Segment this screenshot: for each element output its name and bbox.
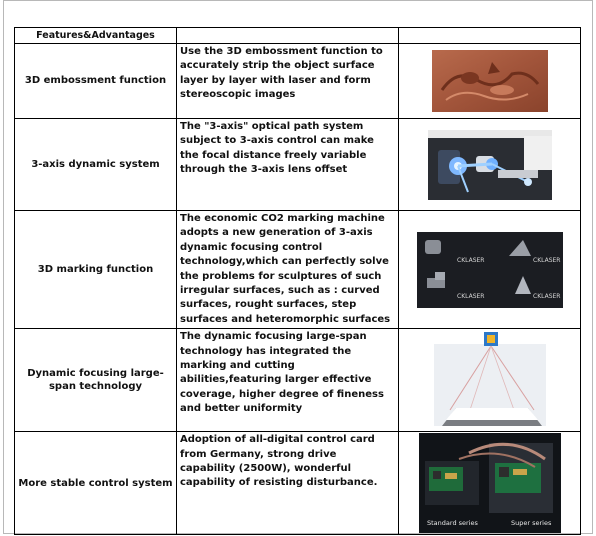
feature-image-cell (399, 432, 581, 535)
feature-image-cell (399, 119, 581, 211)
feature-description: Adoption of all-digital control card from Germany, strong drive capability (2500W), wonderful capability of resisting disturbance. (177, 432, 399, 535)
feature-description: Use the 3D embossment function to accurately strip the object surface layer by layer with laser and form stereoscopic images (177, 44, 399, 119)
table-row (15, 329, 581, 432)
feature-description: The "3-axis" optical path system subject to 3-axis control can make the focal distance freely variable through the 3-axis lens offset (177, 119, 399, 211)
header-empty-cell (399, 28, 581, 44)
series-label: Standard series (426, 519, 478, 528)
feature-description: The economic CO2 marking machine adopts a new generation of 3-axis dynamic focusing control technology,which can perfectly solve the problems for sculptures of such irregular surfaces, such as : curved surfaces, rought surfaces, step surfaces and heteromorphic surfaces (177, 211, 399, 329)
feature-image-cell (399, 211, 581, 329)
feature-image-cell (399, 44, 581, 119)
feature-name: 3-axis dynamic system (15, 119, 177, 211)
feature-image-cell (399, 329, 581, 432)
features-table (14, 27, 581, 535)
feature-name: More stable control system (15, 432, 177, 535)
header-empty-cell (177, 28, 399, 44)
shape-label: CKLASER (532, 256, 560, 264)
feature-description: The dynamic focusing large-span technology has integrated the marking and cutting abilities,featuring larger effective coverage, higher degree of fineness and better uniformity (177, 329, 399, 432)
header-title: Features&Advantages (15, 28, 177, 44)
embossed-relief-image (432, 50, 548, 112)
laser-optical-path-image (428, 130, 552, 200)
laser-coverage-diagram (430, 330, 550, 430)
feature-name: 3D marking function (15, 211, 177, 329)
feature-name: Dynamic focusing large-span technology (15, 329, 177, 432)
table-row (15, 432, 581, 535)
shape-label: CKLASER (532, 292, 560, 300)
table-row (15, 119, 581, 211)
marked-shapes-image (417, 232, 563, 308)
feature-name: 3D embossment function (15, 44, 177, 119)
control-board-image (419, 433, 561, 533)
table-row (15, 44, 581, 119)
shape-label: CKLASER (456, 292, 484, 300)
series-label: Super series (510, 519, 551, 528)
shape-label: CKLASER (456, 256, 484, 264)
table-header-row (15, 28, 581, 44)
table-row (15, 211, 581, 329)
